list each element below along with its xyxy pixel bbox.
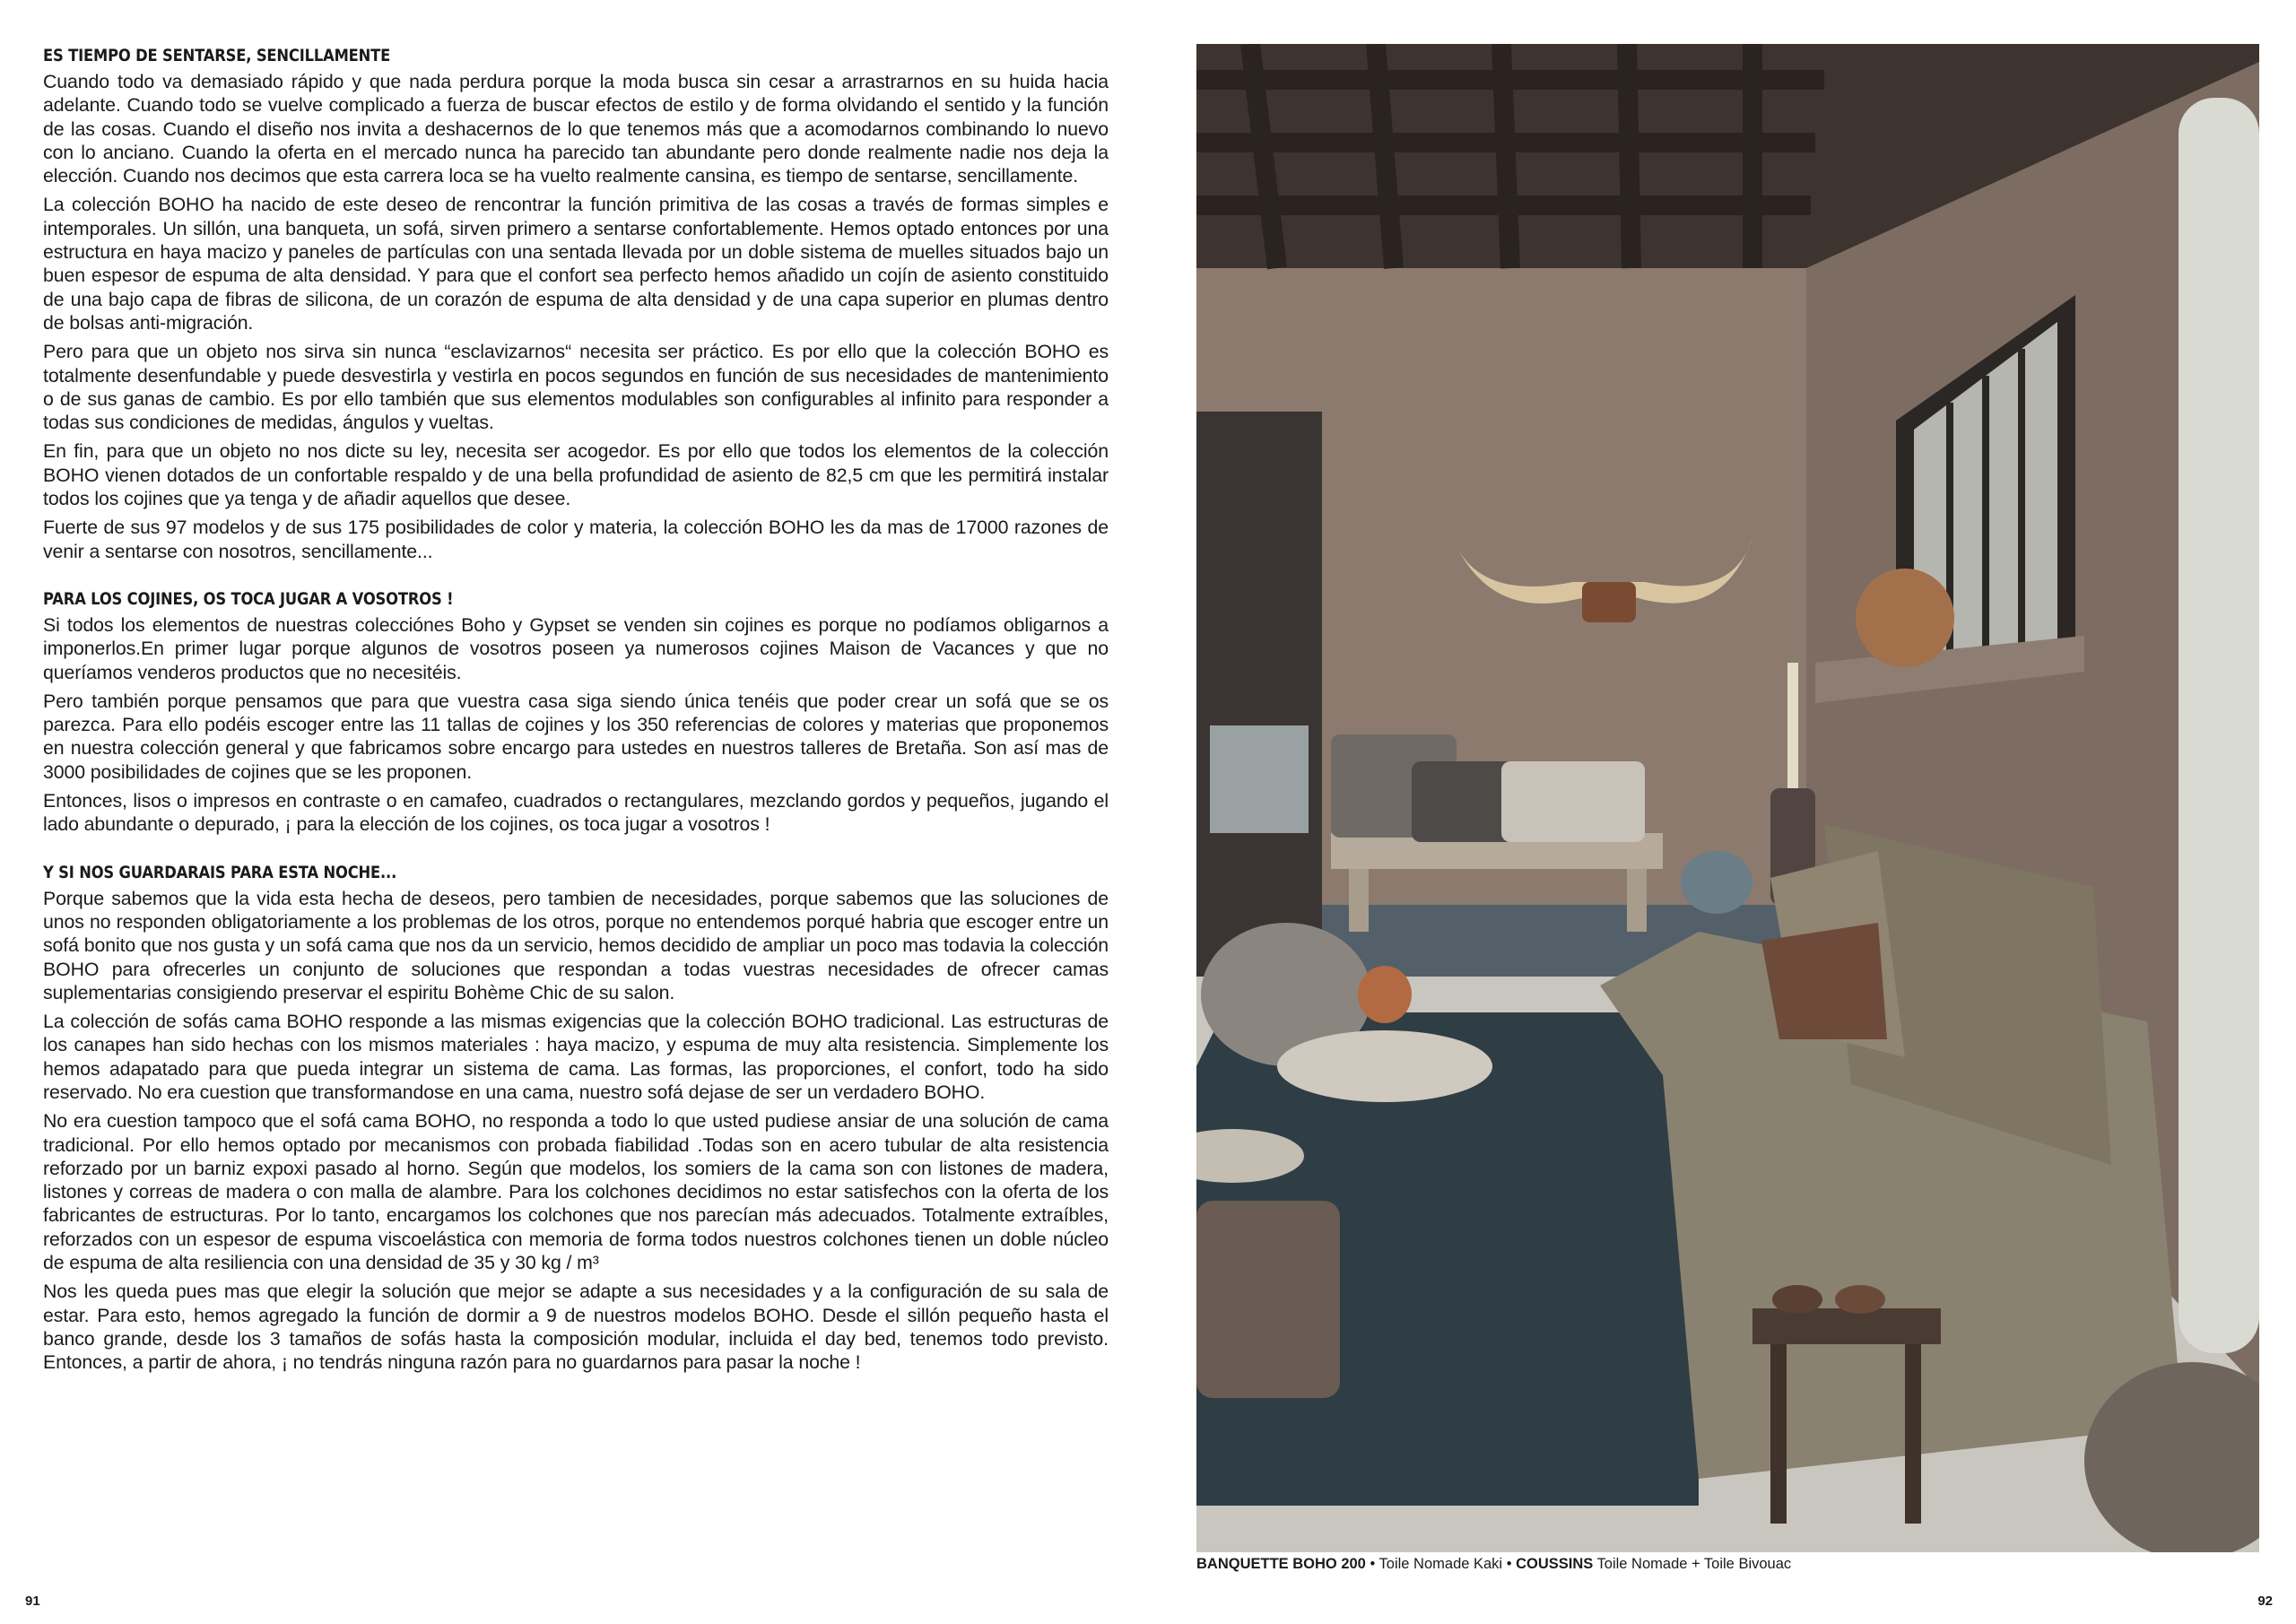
section-1 — [43, 45, 1109, 563]
floor-pillow — [1196, 1201, 1340, 1398]
interior-photo — [1196, 44, 2259, 1552]
paragraph: Cuando todo va demasiado rápido y que nada perdura porque la moda busca sin cesar a arrastrarnos en su huida hacia adelante. Cuando todo se vuelve complicado a fuerza de buscar efectos de estilo y de forma olvidando el sentido y la función de las cosas. Cuando el diseño nos invita a deshacernos de lo que tenemos más que a acomodarnos combinando lo nuevo con lo anciano. Cuando la oferta en el mercado nunca ha parecido tan abundante pero donde realmente nadie nos deja la elección. Cuando nos decimos que esta carrera loca se ha vuelto realmente cansina, es tiempo de sentarse, sencillamente. — [43, 71, 1109, 187]
photo-caption — [1196, 1556, 1791, 1573]
paragraph: La colección BOHO ha nacido de este deseo de rencontrar la función primitiva de las cosas a través de formas simples e intemporales. Un sillón, una banqueta, un sofá, sirven primero a sentarse confortablemente. Hemos optado entonces por una estructura en haya macizo y paneles de partículas con una sentada llevada por un doble sistema de muelles situados bajo un buen espesor de espuma de alta densidad. Y para que el confort sea perfecto hemos añadido un cojín de asiento constituido de una bajo capa de fibras de silicona, de un corazón de espuma de alta densidad y de una capa superior en plumas dentro de bolsas anti-migración. — [43, 194, 1109, 334]
striped-pillow — [1761, 923, 1887, 1039]
caption-separator: • — [1502, 1556, 1517, 1572]
horns-mount — [1582, 582, 1636, 622]
paragraph: Pero también porque pensamos que para que vuestra casa siga siendo única tenéis que poder crear un sofá que se os parezca. Para ello podéis escoger entre las 11 tallas de cojines y los 350 referencias de colores y materias que proponemos en nuestra colección general y que fabricamos sobre encargo para ustedes en nuestros talleres de Bretaña. Son así mas de 3000 posibilidades de cojines que se les proponen. — [43, 690, 1109, 783]
bowl — [1772, 1285, 1822, 1314]
section-heading: ES TIEMPO DE SENTARSE, SENCILLAMENTE — [43, 46, 391, 65]
caption-product-1: BANQUETTE BOHO 200 — [1196, 1556, 1366, 1572]
paragraph: Entonces, lisos o impresos en contraste o en camafeo, cuadrados o rectangulares, mezclando gordos y pequeños, jugando el lado abundante o depurado, ¡ para la elección de los cojines, os toca jugar a vosotros ! — [43, 790, 1109, 836]
teapot — [1358, 966, 1412, 1023]
stool — [1752, 1308, 1941, 1344]
interior-illustration — [1196, 44, 2259, 1552]
paragraph: Si todos los elementos de nuestras colecciónes Boho y Gypset se venden sin cojines es porque no podíamos obligarnos a imponerlos.En primer lugar porque algunos de vosotros poseen ya numerosos cojines Maison de Vacances y que no queríamos venderos productos que no necesitéis. — [43, 613, 1109, 683]
paragraph: En fin, para que un objeto no nos dicte su ley, necesita ser acogedor. Es por ello que todos los elementos de la colección BOHO vienen dotados de un confortable respaldo y de una bella profundidad de asiento de 82,5 cm que les permitirá instalar todos los cojines que ya tenga y de añadir aquellos que desee. — [43, 440, 1109, 510]
page-number-left: 91 — [25, 1594, 40, 1609]
paragraph: No era cuestion tampoco que el sofá cama BOHO, no responda a todo lo que usted pudiese ansiar de una solución de cama tradicional. Por ello hemos optado por mecanismos con probada fiabilidad .Todas son en acero tubular de alta resistencia reforzado por un barniz expoxi pasado al horno. Según que modelos, los somiers de la cama son con listones de madera, listones y correas de madera o con malla de alambre. Para los colchones decidimos no estar satisfechos con la oferta de los fabricantes de estructuras. Por lo tanto, encargamos los colchones que nos parecían más adecuados. Totalmente extraíbles, reforzados con un espesor de espuma viscoelástica con memoria de forma todos nuestros colchones tienen un doble núcleo de espuma de alta resiliencia con una densidad de 35 y 30 kg / m³ — [43, 1110, 1109, 1274]
paragraph: Pero para que un objeto nos sirva sin nunca “esclavizarnos“ necesita ser práctico. Es por ello que la colección BOHO es totalmente desenfundable y puede desvestirla y vestirla en pocos segundos en función de sus necesidades de mantenimiento o de sus ganas de cambio. Es por ello también que sus elementos modulables son configurables al infinito para responder a todas sus condiciones de medidas, ángulos y vueltas. — [43, 341, 1109, 434]
caption-material-2: Toile Nomade + Toile Bivouac — [1593, 1556, 1792, 1572]
cactus — [2179, 98, 2259, 1353]
bowl — [1835, 1285, 1885, 1314]
caption-material-1: Toile Nomade Kaki — [1378, 1556, 1503, 1572]
paragraph: Porque sabemos que la vida esta hecha de deseos, pero tambien de necesidades, porque sabemos que las soluciones de unos no responden obligatoriamente a los problemas de los otros, porque no entendemos porqué habria que escoger entre un sofá bonito que nos gusta y un sofá cama que nos da un servicio, hemos decidido de ampliar un poco mas todavia la colección BOHO para ofrecerles un conjunto de soluciones que respondan a todas vuestras necesidades de ofrecer camas suplementarias consigiendo preservar el espiritu Bohème Chic de su salon. — [43, 887, 1109, 1003]
tray-table — [1277, 1030, 1492, 1102]
page-number-right: 92 — [2257, 1594, 2273, 1609]
paragraph: Nos les queda pues mas que elegir la solución que mejor se adapte a sus necesidades y a la configuración de su sala de estar. Para esto, hemos agregado la función de dormir a 9 de nuestros modelos BOHO. Desde el sillón pequeño hasta el banco grande, desde los 3 tamaños de sofás hasta la composición modular, incluida el day bed, tenemos todo previsto. Entonces, a partir de ahora, ¡ no tendrás ninguna razón para no guardarnos para pasar la noche ! — [43, 1281, 1109, 1374]
doorway-light — [1210, 725, 1309, 833]
article-text — [43, 45, 1109, 1400]
paragraph: La colección de sofás cama BOHO responde a las mismas exigencias que la colección BOHO tradicional. Las estructuras de los canapes han sido hechas con los mismos materiales : haya macizo, y espuma de muy alta resistencia. Simplemente los hemos adapatado para que pueda integrar un sistema de cama. Las formas, las proporciones, el confort, todo ha sido reservado. No era cuestion que transformandose en una cama, nuestro sofá dejase de ser un verdadero BOHO. — [43, 1011, 1109, 1103]
caption-separator: • — [1365, 1556, 1379, 1572]
pillow — [1501, 761, 1645, 842]
section-heading: Y SI NOS GUARDARAIS PARA ESTA NOCHE... — [43, 862, 397, 882]
section-heading: PARA LOS COJINES, OS TOCA JUGAR A VOSOTROS ! — [43, 588, 454, 609]
section-3 — [43, 862, 1109, 1375]
caption-product-2: COUSSINS — [1516, 1556, 1594, 1572]
section-2 — [43, 588, 1109, 837]
ceramic-jar — [1681, 851, 1752, 914]
wood-stump — [1856, 569, 1954, 667]
paragraph: Fuerte de sus 97 modelos y de sus 175 posibilidades de color y materia, la colección BOHO les da mas de 17000 razones de venir a sentarse con nosotros, sencillamente... — [43, 517, 1109, 562]
